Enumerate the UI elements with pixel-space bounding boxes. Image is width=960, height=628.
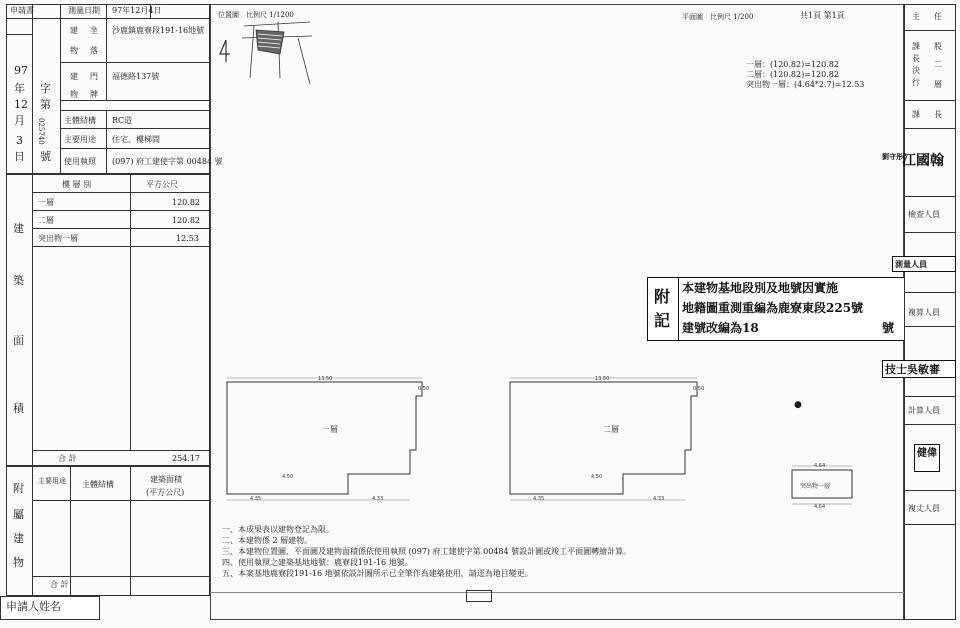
total-value: 254.17 (172, 454, 200, 463)
stamp-top (882, 150, 956, 172)
tech-stamp-text: 技士吳敏審 (885, 363, 940, 376)
date-number: 025740 (37, 118, 45, 145)
note-mark: ● (794, 400, 802, 410)
note-2: 二、本建物係 2 層建物。 (222, 536, 313, 545)
floor2-dim-bottom-a: 4.50 (591, 474, 603, 480)
annex-section-1: 附 (13, 482, 24, 495)
area-section-3: 面 (13, 334, 24, 347)
date-month-char: 月 (14, 114, 25, 127)
remark-line-2: 地籍圖重測重編為鹿寮東段225號 (682, 301, 864, 315)
floor2-dim-top: 13.50 (595, 376, 610, 382)
date-zi: 字 (40, 82, 51, 95)
floor1-dim-bottom-b: 4.35 (250, 496, 262, 502)
calculator-label: 計算人員 (908, 406, 940, 415)
applicant-name-label: 申請人姓名 (6, 600, 61, 613)
annex-total-label: 合 計 (50, 580, 69, 589)
annex-col-area-unit: (平方公尺) (146, 488, 185, 497)
area-section-4: 積 (13, 402, 24, 415)
total-label: 合 計 (58, 454, 77, 463)
annex-section-4: 物 (13, 556, 24, 569)
notes-block (222, 524, 631, 579)
plan-label: 平面圖 (682, 13, 703, 21)
location-map (214, 18, 324, 88)
structure-label: 主體結構 (64, 116, 96, 125)
floor2-outline (510, 382, 697, 494)
door-label-2: 門 (90, 72, 98, 81)
row3-floor: 突出物一層 (38, 234, 78, 243)
site-label-3: 物 (70, 46, 78, 55)
director-2: 任 (934, 12, 942, 21)
remark-hao: 號 (882, 321, 895, 335)
annex-plan (788, 462, 858, 510)
floor1-dim-bottom-a: 4.50 (282, 474, 294, 480)
usage-label: 主要用途 (64, 135, 96, 144)
survey-date-label: 測量日期 (68, 6, 100, 15)
side-stamp-text: 健偉 (917, 448, 937, 459)
annex-dim-top: 4.64 (814, 463, 826, 469)
remark-line-3: 建號改編為18 (682, 321, 759, 335)
bottom-seal-mark (466, 590, 492, 602)
dept-5: 層 (934, 80, 942, 89)
surveyor-label: 測量人員 (895, 259, 927, 269)
dept-3: 長 (912, 54, 920, 63)
annex-floor-label: 突出物一層 (800, 483, 831, 490)
annex-col-structure: 主體結構 (82, 480, 114, 489)
applicant-label: 申請書 (10, 6, 34, 15)
date-hao: 號 (40, 150, 51, 163)
calc-line-3: 突出物一層：(4.64*2.7)=12.53 (746, 80, 865, 89)
page-info: 共1頁 第1頁 (800, 11, 845, 20)
plan-scale: 比例尺 1/200 (710, 13, 754, 21)
note-4: 四、使用執照之建築基地地號：鹿寮段191-16 地號。 (222, 558, 413, 567)
surveyor-stamp (892, 256, 956, 272)
annex-col-area: 建築面積 (150, 475, 182, 484)
row1-floor: 一層 (38, 198, 54, 207)
tech-stamp (882, 360, 956, 378)
remark-label-1: 附 (654, 287, 671, 306)
door-label-1: 建 (70, 72, 78, 81)
stamp-top-text: 劉守彤 (882, 152, 903, 161)
site-label-1: 建 (70, 26, 78, 35)
area-section-2: 築 (13, 274, 24, 287)
note-5: 五、本案基地鹿寮段191-16 地號依設計圖所示已全筆作為建築使用，請逕為地目變更。 (222, 569, 533, 578)
floor2-dim-side: 0.50 (693, 386, 705, 392)
row3-area: 12.53 (176, 234, 199, 243)
remark-stamp (647, 277, 905, 341)
annex-dim-bottom: 4.64 (814, 504, 826, 510)
section-chief-1: 課 (912, 110, 920, 119)
annex-col-usage: 主要用途 (38, 477, 66, 485)
building-door: 福德路137號 (112, 72, 160, 81)
annex-section-2: 屬 (13, 508, 24, 521)
section-chief-2: 長 (934, 110, 942, 119)
floor1-label: 一層 (322, 425, 338, 434)
side-stamp (914, 444, 940, 472)
col-floor: 樓 層 別 (62, 180, 92, 189)
building-site: 沙鹿鎮鹿寮段191-16地號 (112, 26, 205, 35)
date-day-char: 日 (14, 150, 25, 163)
reviewer-label: 複丈人員 (908, 504, 940, 513)
deciding-2: 行 (912, 78, 920, 87)
permit-label: 使用執照 (64, 157, 96, 166)
floor1-outline (227, 382, 422, 494)
calc-line-1: 一層：(120.82)=120.82 (746, 60, 839, 69)
row1-area: 120.82 (172, 198, 200, 207)
floor2-dim-bottom-b: 4.35 (533, 496, 545, 502)
director-1: 主 (912, 12, 920, 21)
door-label-3: 物 (70, 90, 78, 99)
floor2-dim-bottom-c: 4.33 (653, 496, 665, 502)
usage: 住宅、樓梯間 (112, 135, 160, 144)
floor1-dim-side: 0.50 (418, 386, 430, 392)
checker-label: 檢查人員 (908, 210, 940, 219)
note-3: 三、本建物位置圖、平面圖及建物面積係依使用執照 (097) 府工建使字第 00484 號設計圖或竣工平面圖轉繪計算。 (222, 547, 632, 556)
floor1-dim-top: 13.50 (318, 376, 333, 382)
deciding-1: 決 (912, 66, 920, 75)
calc-line-2: 二層：(120.82)=120.82 (746, 70, 839, 79)
dept-4: 二 (934, 60, 942, 69)
land-parcel-sketch (242, 22, 312, 84)
floor2-label: 二層 (603, 425, 619, 434)
note-1: 一、本成果表以建物登記為限。 (222, 525, 334, 534)
site-label-2: 坐 (90, 26, 98, 35)
col-area: 平方公尺 (146, 180, 178, 189)
remark-label-2: 記 (654, 311, 671, 330)
stamp-mid-text: 江國翰 (902, 153, 944, 169)
row2-area: 120.82 (172, 216, 200, 225)
door-label-4: 牌 (90, 90, 98, 99)
date-year: 97 (14, 64, 28, 77)
annex-section-3: 建 (13, 532, 24, 545)
survey-date: 97年12月4日 (112, 6, 162, 15)
permit: (097) 府工建使字第 00484 號 (112, 157, 223, 166)
floor1-dim-bottom-c: 4.33 (372, 496, 384, 502)
date-month: 12 (14, 98, 28, 111)
floor2-plan (505, 376, 715, 506)
location-label: 位置圖 (218, 11, 239, 19)
structure: RC造 (112, 116, 133, 125)
site-label-4: 落 (90, 46, 98, 55)
remark-line-1: 本建物基地段別及地號因實施 (682, 281, 839, 295)
row2-floor: 二層 (38, 216, 54, 225)
drafter-label: 複算人員 (908, 308, 940, 317)
date-di: 第 (40, 98, 51, 111)
date-day: 3 (16, 134, 23, 147)
dept-1: 課 (912, 42, 920, 51)
area-section-1: 建 (13, 222, 24, 235)
date-year-char: 年 (14, 82, 25, 95)
location-scale: 比例尺 1/1200 (246, 11, 294, 19)
dept-2: 股 (934, 42, 942, 51)
floor1-plan (222, 376, 432, 506)
north-arrow-icon (220, 40, 230, 62)
